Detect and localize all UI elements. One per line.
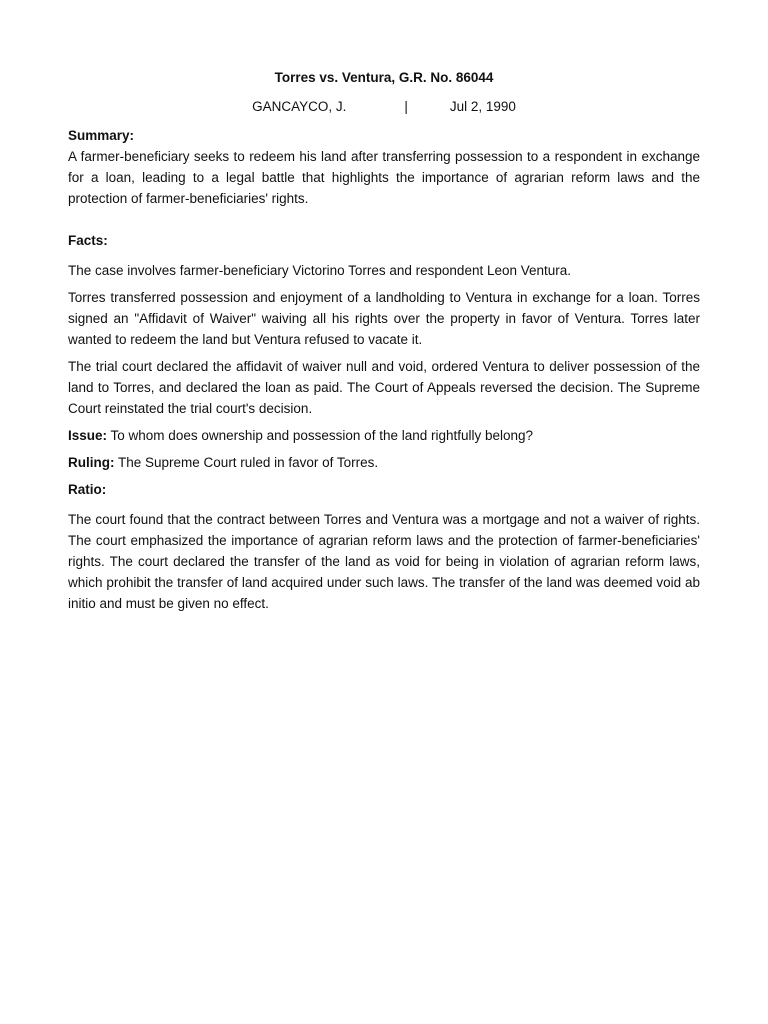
ruling-heading: Ruling:: [68, 455, 115, 470]
ponente: GANCAYCO, J.: [252, 99, 347, 114]
case-meta: [68, 98, 700, 116]
ratio-heading: Ratio:: [68, 482, 107, 497]
summary-text: A farmer-beneficiary seeks to redeem his land after transferring possession to a respondent in exchange for a loan, leading to a legal battle that highlights the importance of agrarian reform laws and the protection of farmer-beneficiaries' rights.: [68, 149, 700, 206]
ratio-text: The court found that the contract between Torres and Ventura was a mortgage and not a waiver of rights. The court emphasized the importance of agrarian reform laws and the protection of farmer-beneficiaries' rights. The court declared the transfer of the land as void for being in violation of agrarian reform laws, which prohibit the transfer of land acquired under such laws. The transfer of the land was deemed void ab initio and must be given no effect.: [68, 512, 700, 611]
facts-heading: Facts:: [68, 233, 108, 248]
meta-separator: |: [404, 99, 408, 114]
ruling-section: [68, 452, 700, 473]
ruling-text: The Supreme Court ruled in favor of Torres.: [114, 455, 379, 470]
summary-heading: Summary:: [68, 128, 135, 143]
issue-text: To whom does ownership and possession of the land rightfully belong?: [107, 428, 534, 443]
issue-heading: Issue:: [68, 428, 108, 443]
issue-section: [68, 425, 700, 446]
facts-paragraph: Torres transferred possession and enjoyment of a landholding to Ventura in exchange for a loan. Torres signed an "Affidavit of Waiver" waiving all his rights over the property in favor of Ventura. Torres later wanted to redeem the land but Ventura refused to vacate it.: [68, 290, 700, 347]
facts-paragraph: The trial court declared the affidavit of waiver null and void, ordered Ventura to deliver possession of the land to Torres, and declared the loan as paid. The Court of Appeals reversed the decision. The Supreme Court reinstated the trial court's decision.: [68, 359, 700, 416]
decision-date: Jul 2, 1990: [449, 99, 516, 114]
case-title: Torres vs. Ventura, G.R. No. 86044: [274, 70, 494, 85]
facts-paragraph: The case involves farmer-beneficiary Victorino Torres and respondent Leon Ventura.: [68, 263, 572, 278]
